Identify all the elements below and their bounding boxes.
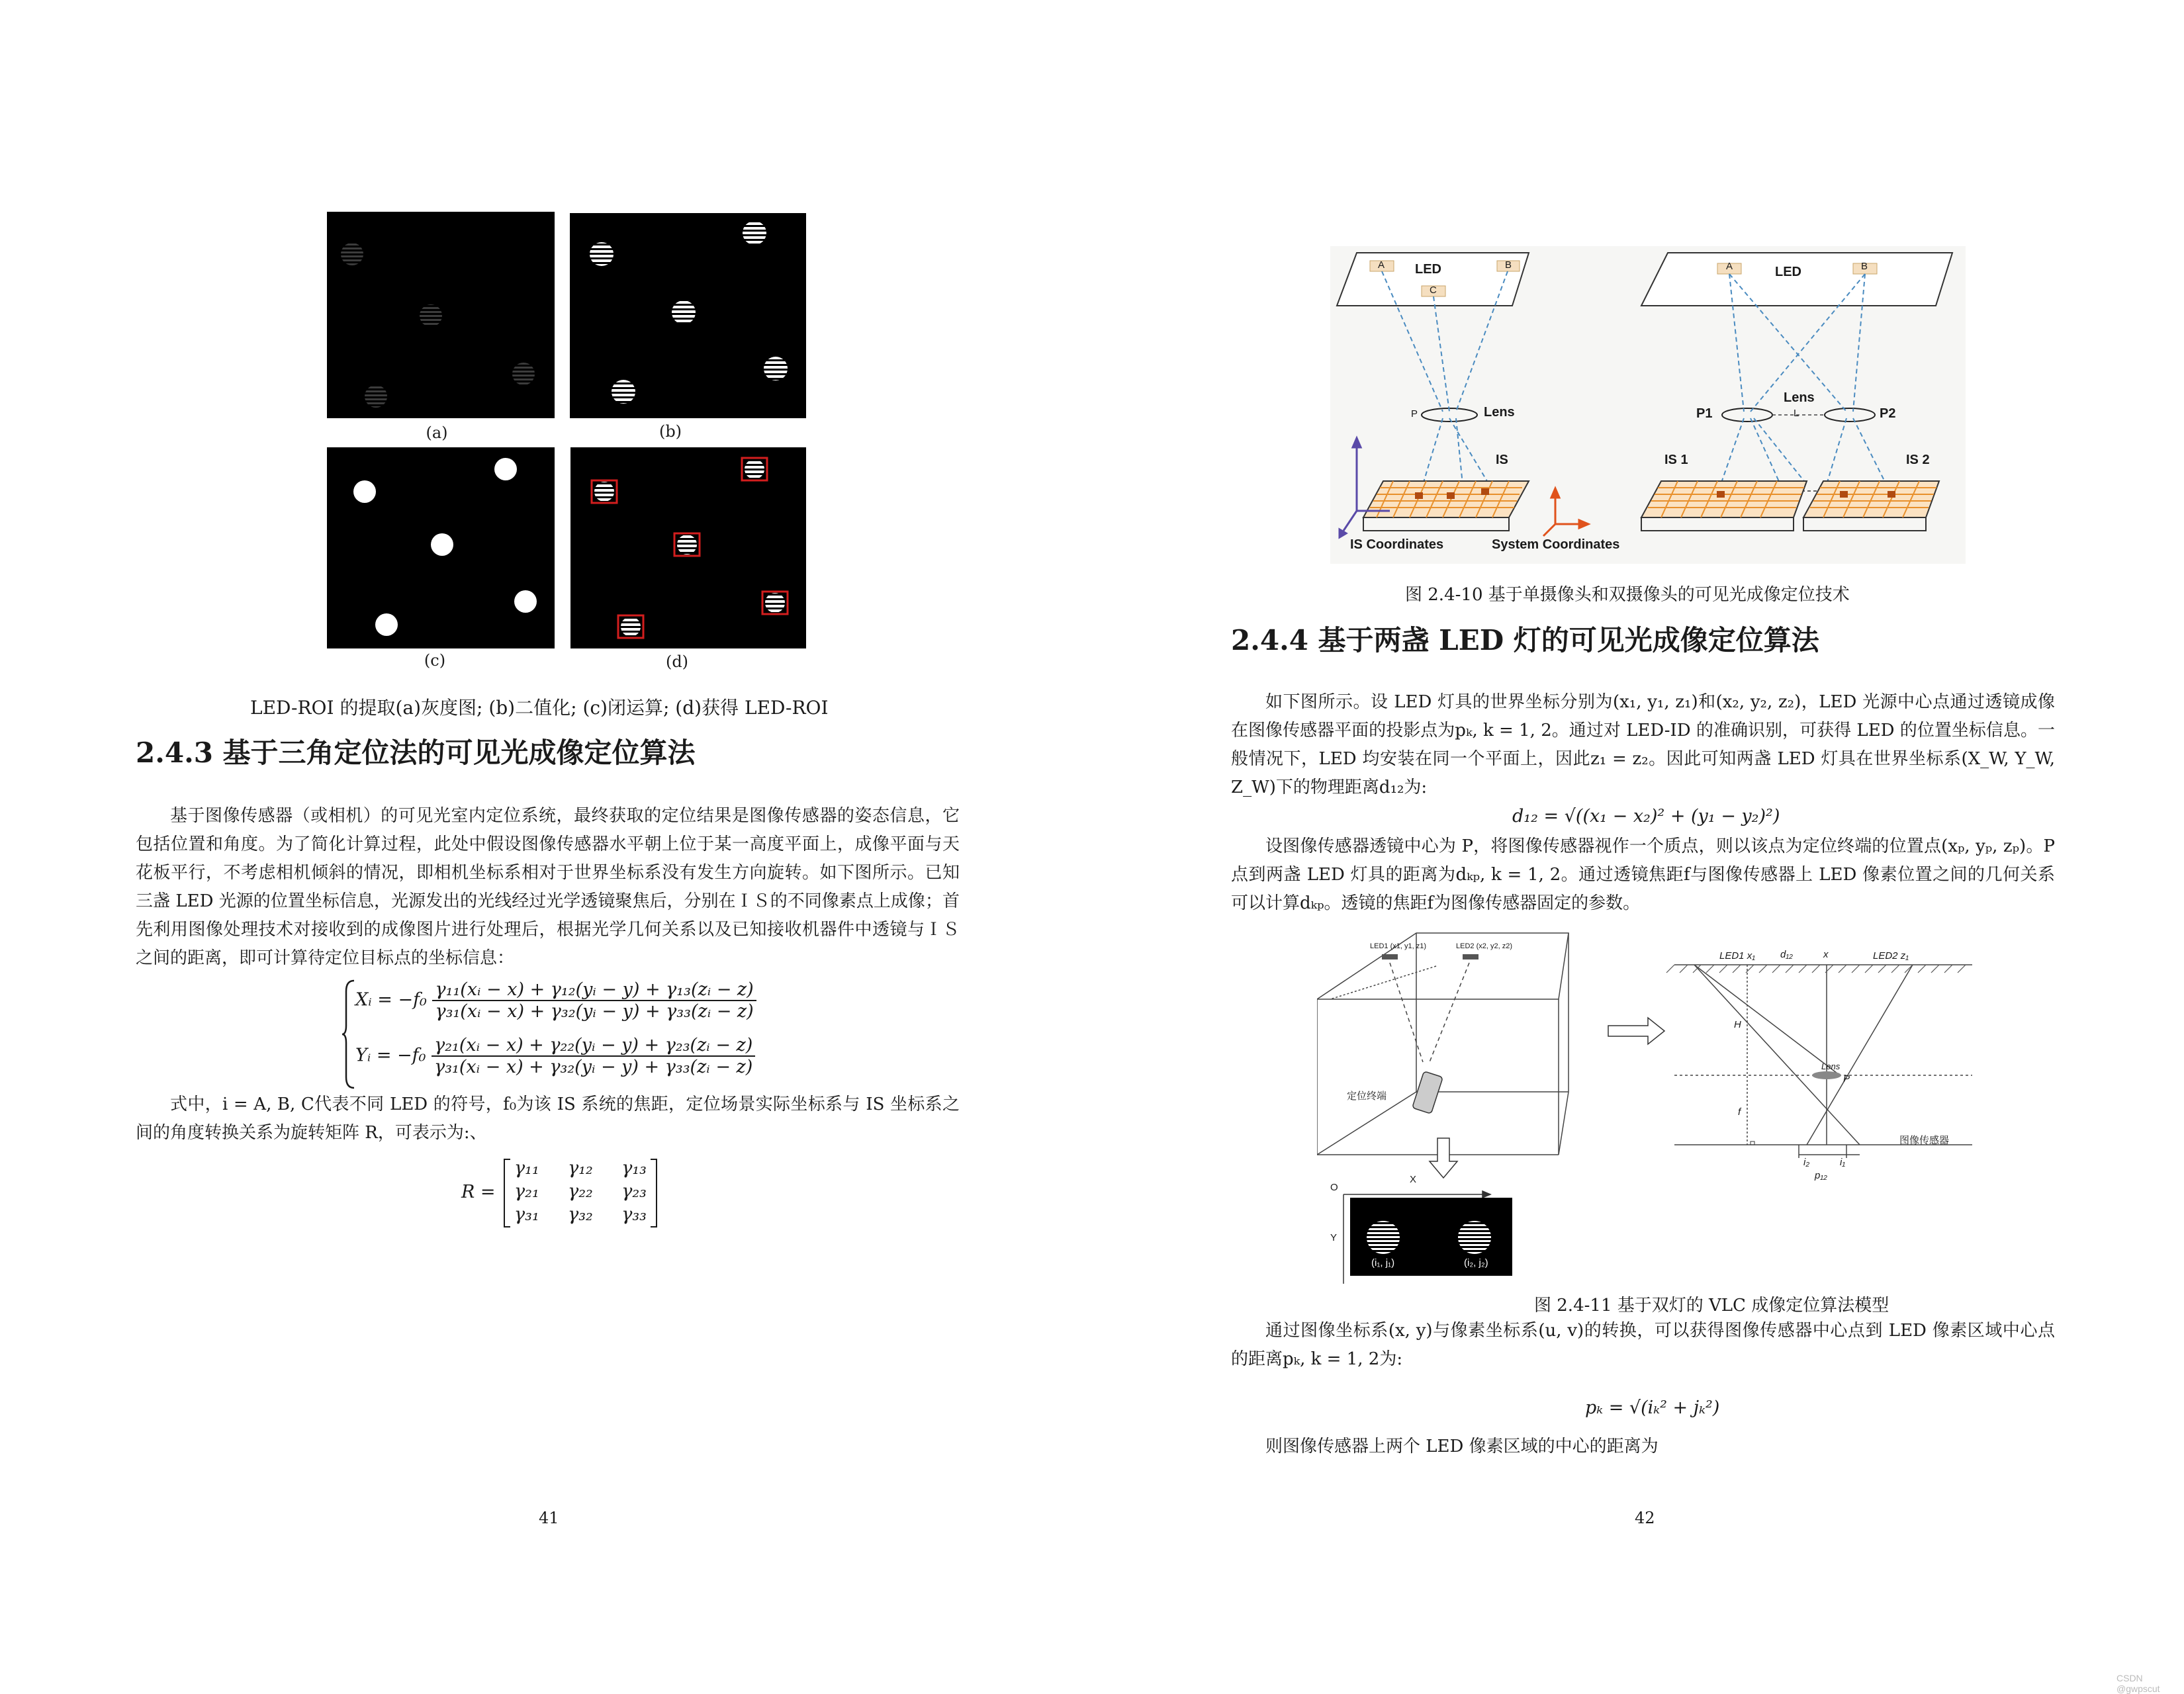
- label-l: L: [1794, 408, 1799, 419]
- label-origin: O: [1330, 1182, 1338, 1193]
- label-led2: LED2 (x2, y2, z2): [1456, 942, 1512, 950]
- label-ij1: (i₁, j₁): [1371, 1257, 1395, 1269]
- label-led2-right: LED2 z₁: [1873, 950, 1909, 961]
- matrix-row: [514, 1158, 647, 1181]
- label-is-coordinates: IS Coordinates: [1350, 537, 1444, 552]
- label-i1: i₁: [1840, 1157, 1846, 1168]
- label-a-dual: A: [1726, 261, 1733, 272]
- equation-d12: d₁₂ = √((x₁ − x₂)² + (y₁ − y₂)²): [1512, 806, 1780, 826]
- matrix-cell: γ₁₂: [568, 1158, 593, 1179]
- figure-caption: 图 2.4-10 基于单摄像头和双摄像头的可见光成像定位技术: [1405, 585, 1850, 605]
- label-led-single: LED: [1415, 262, 1441, 277]
- matrix-cell: γ₂₂: [568, 1181, 593, 1202]
- label-b-dual: B: [1861, 261, 1868, 272]
- matrix-right-bracket: [649, 1158, 659, 1228]
- roi-box: [618, 615, 643, 638]
- panel-closed-image: [327, 447, 555, 648]
- label-is1: IS 1: [1664, 453, 1688, 467]
- watermark: CSDN @gwpscut: [2116, 1673, 2160, 1694]
- equation-pk: pₖ = √(iₖ² + jₖ²): [1585, 1398, 1720, 1418]
- matrix-row: [514, 1181, 647, 1204]
- figure-imaging-techniques-drawing: [1330, 246, 1966, 564]
- equation-y: [355, 1035, 755, 1077]
- panel-closed: [327, 447, 555, 648]
- paragraph: 如下图所示。设 LED 灯具的世界坐标分别为(x₁, y₁, z₁)和(x₂, y₂, z₂)，LED 光源中心点通过透镜成像在图像传感器平面的投影点为pₖ, k = 1, 2。通过对 LED-ID 的准确识别，可获得 LED 的位置坐标信息。一般情况下，LED 均安装在同一个平面上，因此z₁ = z₂。因此可知两盏 LED 灯具在世界坐标系(X_W, Y_W, Z_W)下的物理距离d₁₂为:: [1231, 692, 2055, 797]
- equation-y-lhs: Yᵢ = −f₀: [355, 1045, 426, 1066]
- label-lens: Lens: [1821, 1061, 1841, 1071]
- matrix-lhs: R =: [461, 1182, 496, 1202]
- equation-x-fraction: [432, 979, 756, 1022]
- matrix-cell: γ₁₃: [621, 1158, 647, 1179]
- paragraph: 则图像传感器上两个 LED 像素区域的中心的距离为: [1265, 1437, 1659, 1456]
- label-is: IS: [1496, 453, 1508, 467]
- roi-box: [762, 592, 788, 614]
- equation-x-numerator: γ₁₁(xᵢ − x) + γ₁₂(yᵢ − y) + γ₁₃(zᵢ − z): [432, 979, 756, 1001]
- roi-box: [674, 533, 700, 556]
- label-a-single: A: [1378, 259, 1385, 271]
- paragraph: 设图像传感器透镜中心为 P，将图像传感器视作一个质点，则以该点为定位终端的位置点(xₚ, yₚ, zₚ)。P 点到两盏 LED 灯具的距离为dₖₚ, k = 1, 2。通过透镜焦距f与图像传感器上 LED 像素位置之间的几何关系可以计算dₖₚ。透镜的焦距f为图像传感器固定的参数。: [1231, 836, 2055, 913]
- label-ij2: (i₂, j₂): [1464, 1257, 1488, 1269]
- panel-label-a: (a): [426, 424, 448, 442]
- panel-grayscale-image: [327, 212, 555, 418]
- roi-box: [592, 480, 617, 503]
- matrix-cell: γ₂₁: [514, 1181, 539, 1202]
- page-number: 42: [1635, 1509, 1655, 1527]
- matrix-cell: γ₃₃: [621, 1204, 647, 1225]
- label-sensor: 图像传感器: [1899, 1135, 1950, 1146]
- matrix-left-bracket: [502, 1158, 512, 1228]
- panel-roi: [570, 447, 806, 648]
- panel-grayscale: [327, 212, 555, 418]
- paragraph: 基于图像传感器（或相机）的可见光室内定位系统，最终获取的定位结果是图像传感器的姿态信息，它包括位置和角度。为了简化计算过程，此处中假设图像传感器水平朝上位于某一高度平面上，成像平面与天花板平行，不考虑相机倾斜的情况，即相机坐标系相对于世界坐标系没有发生方向旋转。如下图所示。已知三盏 LED 光源的位置坐标信息，光源发出的光线经过光学透镜聚焦后，分别在ＩＳ的不同像素点上成像；首先利用图像处理技术对接收到的成像图片进行处理后，根据光学几何关系以及已知接收机器件中透镜与ＩＳ之间的距离，即可计算待定位目标点的坐标信息：: [136, 806, 960, 968]
- panel-binarized-image: [570, 213, 806, 418]
- figure-two-led-model: [1317, 926, 1979, 1284]
- equation-y-fraction: [432, 1035, 755, 1077]
- label-p: P: [1411, 408, 1418, 420]
- panel-label-b: (b): [659, 422, 682, 441]
- label-f: f: [1738, 1106, 1741, 1118]
- figure-two-led-model-drawing: [1317, 926, 1979, 1284]
- matrix-cell: γ₃₂: [568, 1204, 593, 1225]
- label-y-axis: Y: [1330, 1232, 1338, 1243]
- label-led-dual: LED: [1775, 265, 1801, 279]
- matrix-cell: γ₃₁: [514, 1204, 539, 1225]
- label-lens-dual: Lens: [1784, 390, 1815, 405]
- label-led1-right: LED1 x₁: [1719, 950, 1755, 961]
- label-c-single: C: [1430, 285, 1437, 296]
- panel-label-c: (c): [424, 651, 446, 670]
- section-title: 2.4.4 基于两盏 LED 灯的可见光成像定位算法: [1231, 624, 1819, 656]
- label-p12: p₁₂: [1815, 1170, 1827, 1181]
- equation-x: [355, 979, 756, 1022]
- page-number: 41: [539, 1509, 559, 1527]
- label-h: H: [1734, 1019, 1741, 1030]
- label-is2: IS 2: [1906, 453, 1930, 467]
- paragraph: 通过图像坐标系(x, y)与像素坐标系(u, v)的转换，可以获得图像传感器中心点到 LED 像素区域中心点的距离pₖ, k = 1, 2为:: [1231, 1321, 2055, 1369]
- label-p2: P2: [1880, 406, 1896, 421]
- figure-imaging-techniques: [1330, 246, 1966, 564]
- matrix-cell: γ₁₁: [514, 1158, 539, 1179]
- label-d12: d₁₂: [1780, 949, 1793, 960]
- label-terminal: 定位终端: [1347, 1091, 1387, 1102]
- label-x-axis: X: [1410, 1174, 1417, 1185]
- section-title: 2.4.3 基于三角定位法的可见光成像定位算法: [136, 736, 696, 769]
- equation-y-denominator: γ₃₁(xᵢ − x) + γ₃₂(yᵢ − y) + γ₃₃(zᵢ − z): [434, 1057, 753, 1077]
- panel-roi-image: [570, 447, 806, 648]
- label-p-point: P: [1843, 1073, 1850, 1085]
- equation-x-lhs: Xᵢ = −f₀: [355, 989, 427, 1010]
- matrix-cell: γ₂₃: [621, 1181, 647, 1202]
- label-x-right: x: [1823, 949, 1829, 960]
- matrix-row: [514, 1204, 647, 1227]
- label-lens-single: Lens: [1484, 405, 1515, 420]
- label-p1: P1: [1696, 406, 1713, 421]
- label-system-coordinates: System Coordinates: [1492, 537, 1620, 552]
- panel-label-d: (d): [665, 652, 689, 671]
- label-led1: LED1 (x1, y1, z1): [1370, 942, 1426, 950]
- equation-y-numerator: γ₂₁(xᵢ − x) + γ₂₂(yᵢ − y) + γ₂₃(zᵢ − z): [432, 1035, 755, 1057]
- panel-binarized: [570, 213, 806, 418]
- roi-box: [742, 458, 767, 480]
- figure-caption: LED-ROI 的提取(a)灰度图; (b)二值化; (c)闭运算; (d)获得 LED-ROI: [250, 697, 829, 719]
- equation-x-denominator: γ₃₁(xᵢ − x) + γ₃₂(yᵢ − y) + γ₃₃(zᵢ − z): [435, 1001, 754, 1022]
- equation-system: [341, 978, 764, 1091]
- figure-caption: 图 2.4-11 基于双灯的 VLC 成像定位算法模型: [1534, 1296, 1889, 1315]
- paragraph: 式中，i = A, B, C代表不同 LED 的符号，f₀为该 IS 系统的焦距，定位场景实际坐标系与 IS 坐标系之间的角度转换关系为旋转矩阵 R，可表示为:、: [136, 1094, 960, 1143]
- matrix-body: [514, 1158, 647, 1227]
- label-b-single: B: [1505, 259, 1512, 271]
- left-brace: [341, 978, 357, 1091]
- label-i2: i₂: [1803, 1157, 1810, 1168]
